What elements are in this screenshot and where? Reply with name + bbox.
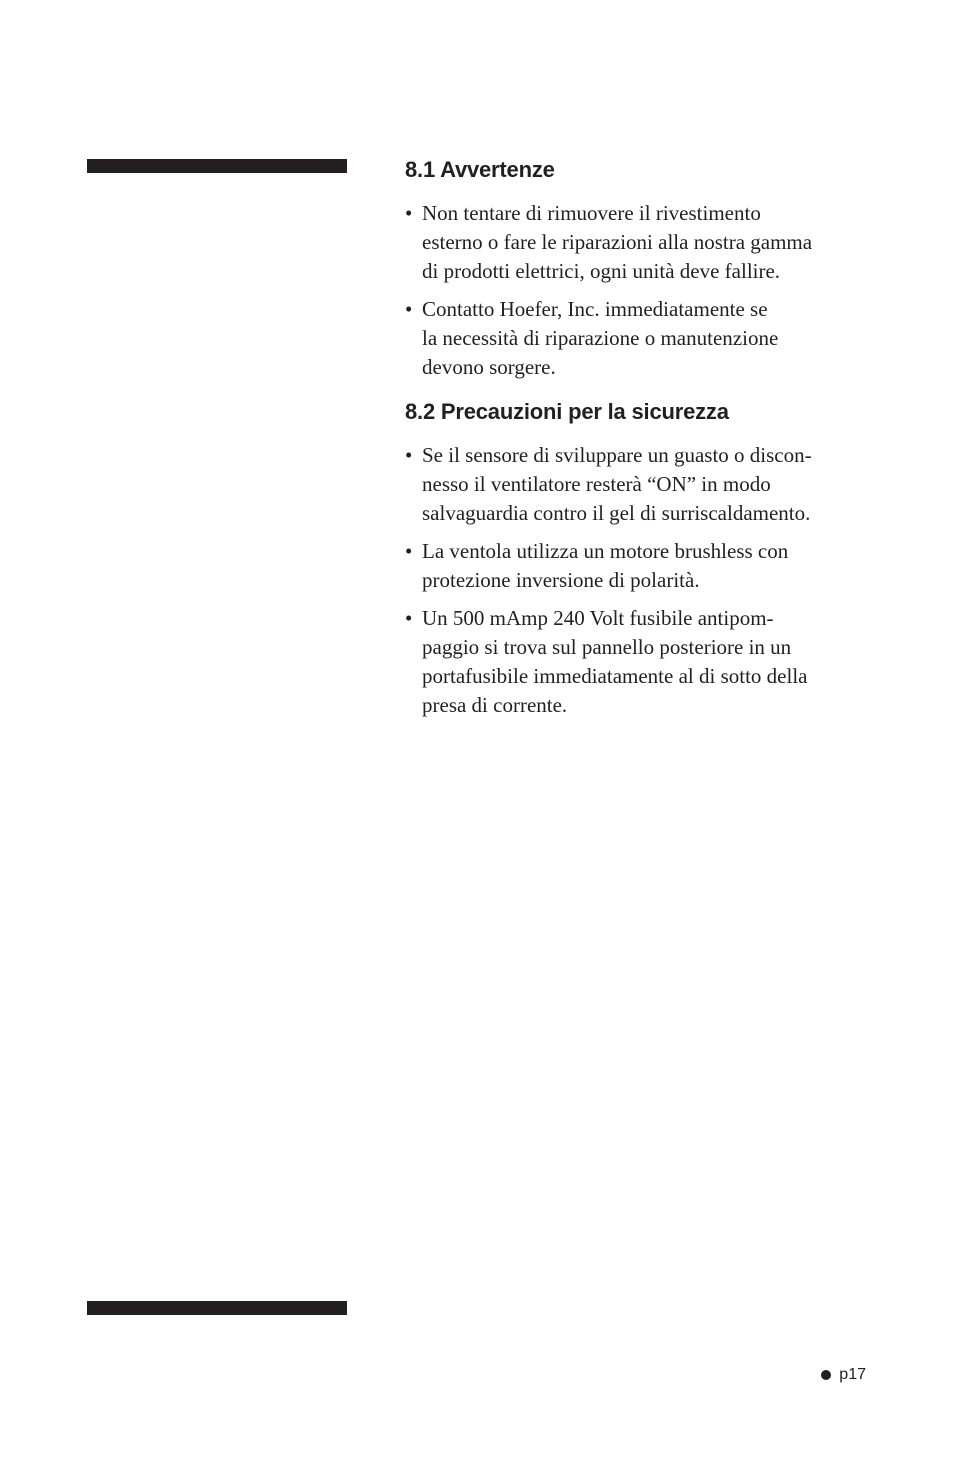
bullet-icon: •	[405, 443, 413, 467]
list-item	[405, 295, 875, 382]
bullet-dot-icon	[821, 1370, 831, 1380]
section-warnings	[405, 152, 875, 382]
section-heading: 8.1 Avvertenze	[405, 157, 555, 182]
list-item	[405, 199, 875, 286]
list-item-text: Non tentare di rimuovere il rivestimento esterno o fare le riparazioni alla nostra gamma di prodotti elettrici, ogni unità deve fallire.	[422, 201, 813, 283]
bullet-icon: •	[405, 297, 413, 321]
top-rule	[87, 159, 347, 173]
list-item	[405, 604, 875, 720]
list-item	[405, 441, 875, 528]
list-item-text: Se il sensore di sviluppare un guasto o discon- nesso il ventilatore resterà “ON” in modo salvaguardia contro il gel di surriscaldamento.	[422, 443, 812, 525]
bottom-rule	[87, 1301, 347, 1315]
bullet-icon: •	[405, 606, 413, 630]
page-number	[821, 1366, 866, 1384]
bullet-list	[405, 199, 875, 382]
page-number-label: p17	[839, 1366, 866, 1383]
section-safety-precautions	[405, 394, 875, 720]
bullet-icon: •	[405, 201, 413, 225]
section-heading: 8.2 Precauzioni per la sicurezza	[405, 399, 729, 424]
bullet-list	[405, 441, 875, 720]
main-content	[405, 152, 875, 729]
list-item	[405, 537, 875, 595]
list-item-text: Un 500 mAmp 240 Volt fusibile antipom- paggio si trova sul pannello posteriore in un portafusibile immediatamente al di sotto della presa di corrente.	[422, 606, 808, 717]
list-item-text: La ventola utilizza un motore brushless con protezione inversione di polarità.	[422, 539, 789, 592]
list-item-text: Contatto Hoefer, Inc. immediatamente se la necessità di riparazione o manutenzione devono sorgere.	[422, 297, 779, 379]
bullet-icon: •	[405, 539, 413, 563]
